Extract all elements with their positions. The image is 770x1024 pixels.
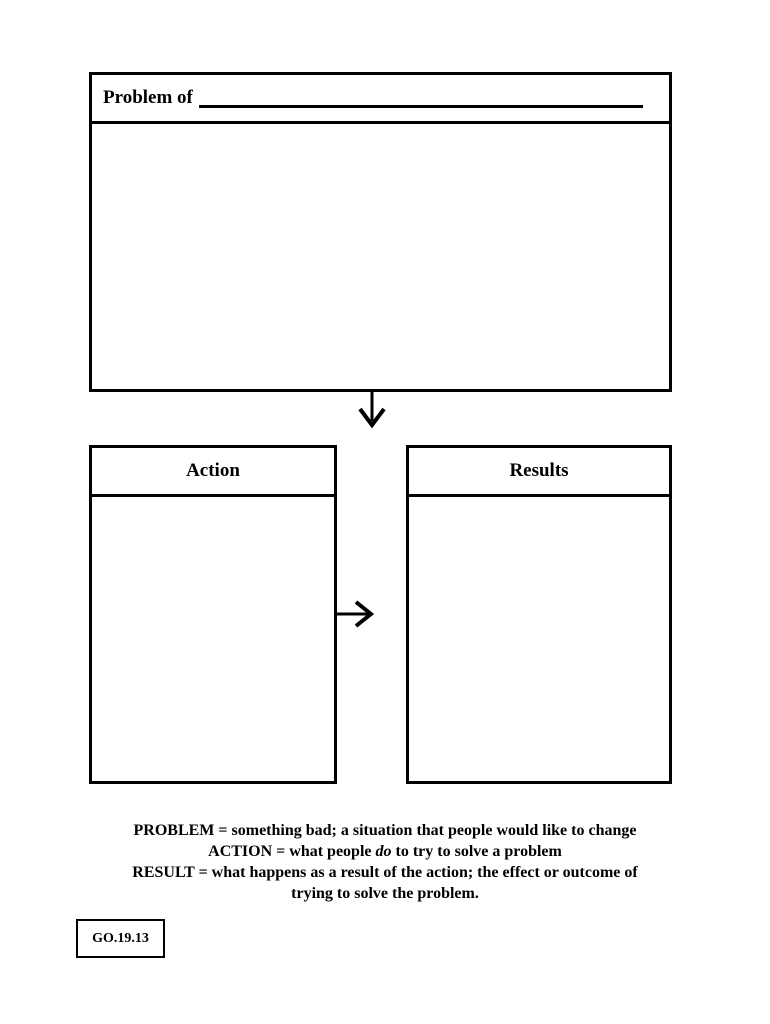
definitions [80,820,690,904]
results-title: Results [509,460,569,481]
action-title: Action [186,460,240,481]
arrow-right-icon [336,598,374,630]
action-definition [80,841,690,862]
action-definition-suffix: to try to solve a problem [391,843,562,860]
problem-definition: PROBLEM = something bad; a situation that people would like to change [133,822,637,839]
action-box [89,445,337,784]
arrow-down-icon [357,391,387,429]
problem-header [92,75,669,124]
result-definition-line2: trying to solve the problem. [291,885,479,902]
problem-box [89,72,672,392]
results-header [409,448,669,497]
result-definition-line1: RESULT = what happens as a result of the action; the effect or outcome of [132,864,638,881]
document-code: GO.19.13 [92,930,149,946]
action-definition-prefix: ACTION = what people [208,843,376,860]
document-code-box [76,919,165,958]
results-box [406,445,672,784]
action-header [92,448,334,497]
action-definition-emphasis: do [375,843,392,860]
problem-blank-line[interactable] [199,105,643,108]
problem-title: Problem of [103,87,193,108]
